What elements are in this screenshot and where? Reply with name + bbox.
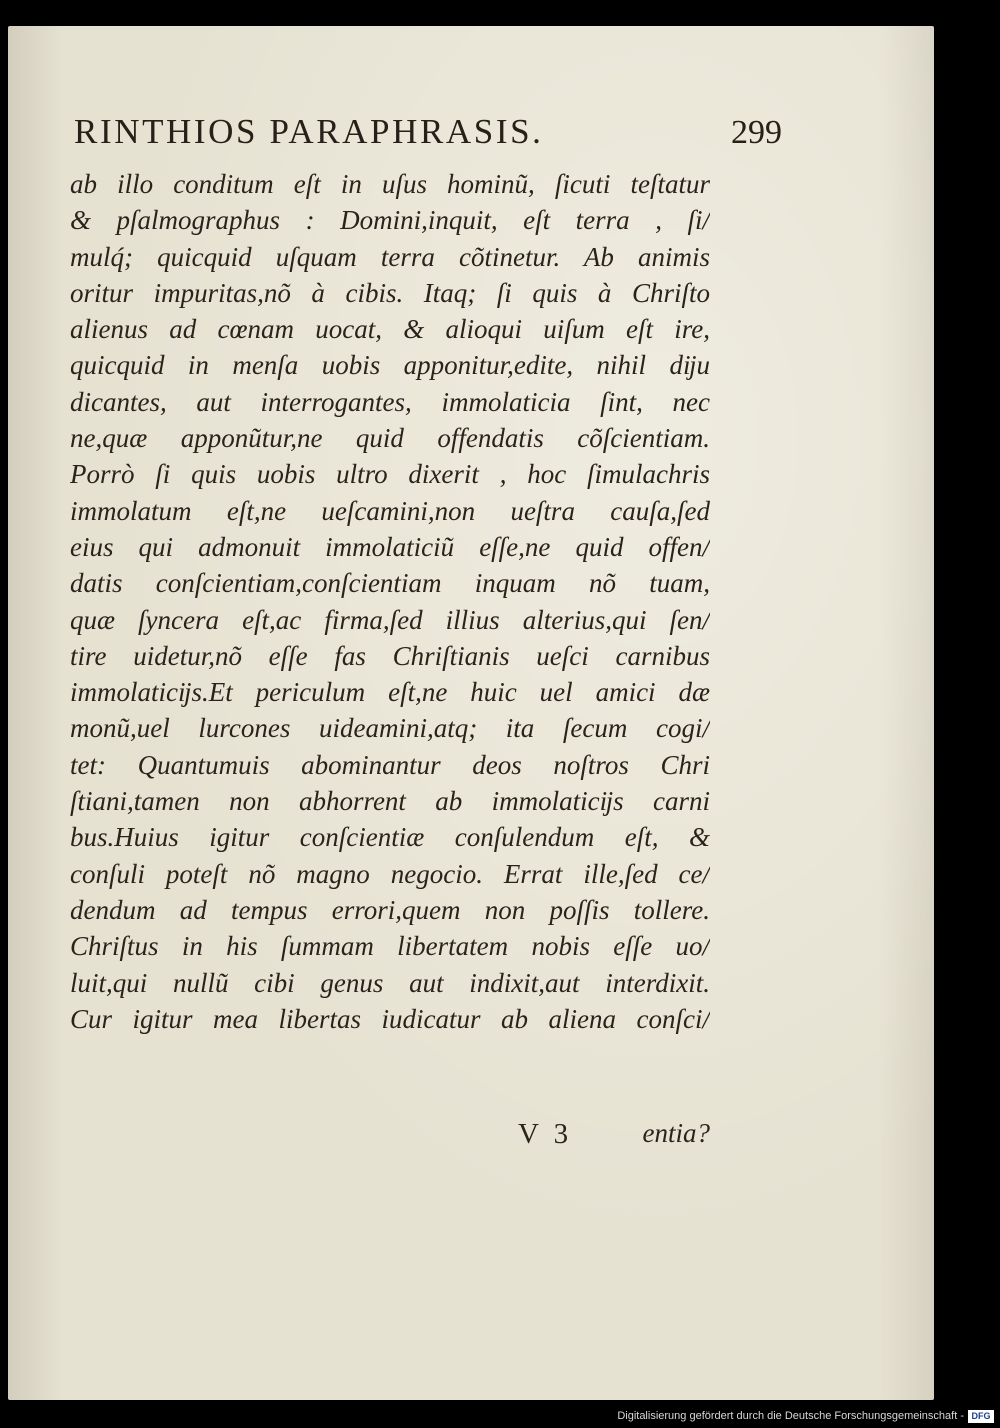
text-line-8: ne,quæ apponũtur,ne quid offendatis cõſcientiam. [70,423,710,454]
book-page [8,26,934,1400]
text-line-22: Chriſtus in his ſummam libertatem nobis eſſe uo/ [70,931,710,962]
text-line-1: ab illo conditum eſt in uſus hominũ, ſicuti teſtatur [70,169,710,199]
text-line-21: dendum ad tempus errori,quem non poſſis tollere. [70,894,710,925]
running-head: RINTHIOS PARAPHRASIS. [74,112,544,151]
catchword: entia? [642,1118,710,1148]
page-footer [70,1118,710,1158]
text-line-23: luit,qui nullũ cibi genus aut indixit,aut interdixit. [70,967,710,998]
digitization-credit: Digitalisierung gefördert durch die Deutsche Forschungsgemeinschaft - [617,1410,964,1422]
text-line-3: mulq́; quicquid uſquam terra cõtinetur. Ab animis [70,241,710,272]
text-line-13: quæ ſyncera eſt,ac firma,ſed illius alterius,qui ſen/ [70,604,710,635]
text-block [70,166,710,1037]
text-line-14: tire uidetur,nõ eſſe fas Chriſtianis ueſci carnibus [70,640,710,671]
text-line-24: Cur igitur mea libertas iudicatur ab aliena conſci/ [70,1003,710,1034]
text-line-17: tet: Quantumuis abominantur deos noſtros Chri [70,749,710,780]
text-line-20: conſuli poteſt nõ magno negocio. Errat ille,ſed ce/ [70,858,710,889]
text-line-6: quicquid in menſa uobis apponitur,edite, nihil dĳu [70,350,710,381]
text-line-2: & pſalmographus : Domini,inquit, eſt terra , ſi/ [70,205,710,236]
dfg-logo-icon: DFG [968,1410,994,1423]
text-line-19: bus.Huius igitur conſcientiæ conſulendum eſt, & [70,822,710,853]
text-line-18: ſtiani,tamen non abhorrent ab immolaticĳs carni [70,786,710,817]
text-line-16: monũ,uel lurcones uideamini,atq; ita ſecum cogi/ [70,713,710,744]
text-line-10: immolatum eſt,ne ueſcamini,non ueſtra cauſa,ſed [70,495,710,526]
page-header [74,112,794,162]
text-line-11: eius qui admonuit immolaticiũ eſſe,ne quid offen/ [70,531,710,562]
signature-mark: V 3 [518,1118,573,1150]
text-line-5: alienus ad cœnam uocat, & alioqui uiſum eſt ire, [70,314,710,345]
text-line-4: oritur impuritas,nõ à cibis. Itaq; ſi quis à Chriſto [70,277,710,308]
text-line-7: dicantes, aut interrogantes, immolaticia ſint, nec [70,386,710,417]
text-line-9: Porrò ſi quis uobis ultro dixerit , hoc ſimulachris [70,459,710,490]
text-line-12: datis conſcientiam,conſcientiam inquam nõ tuam, [70,568,710,599]
page-number: 299 [731,114,782,151]
text-line-15: immolaticĳs.Et periculum eſt,ne huic uel amici dæ [70,677,710,708]
